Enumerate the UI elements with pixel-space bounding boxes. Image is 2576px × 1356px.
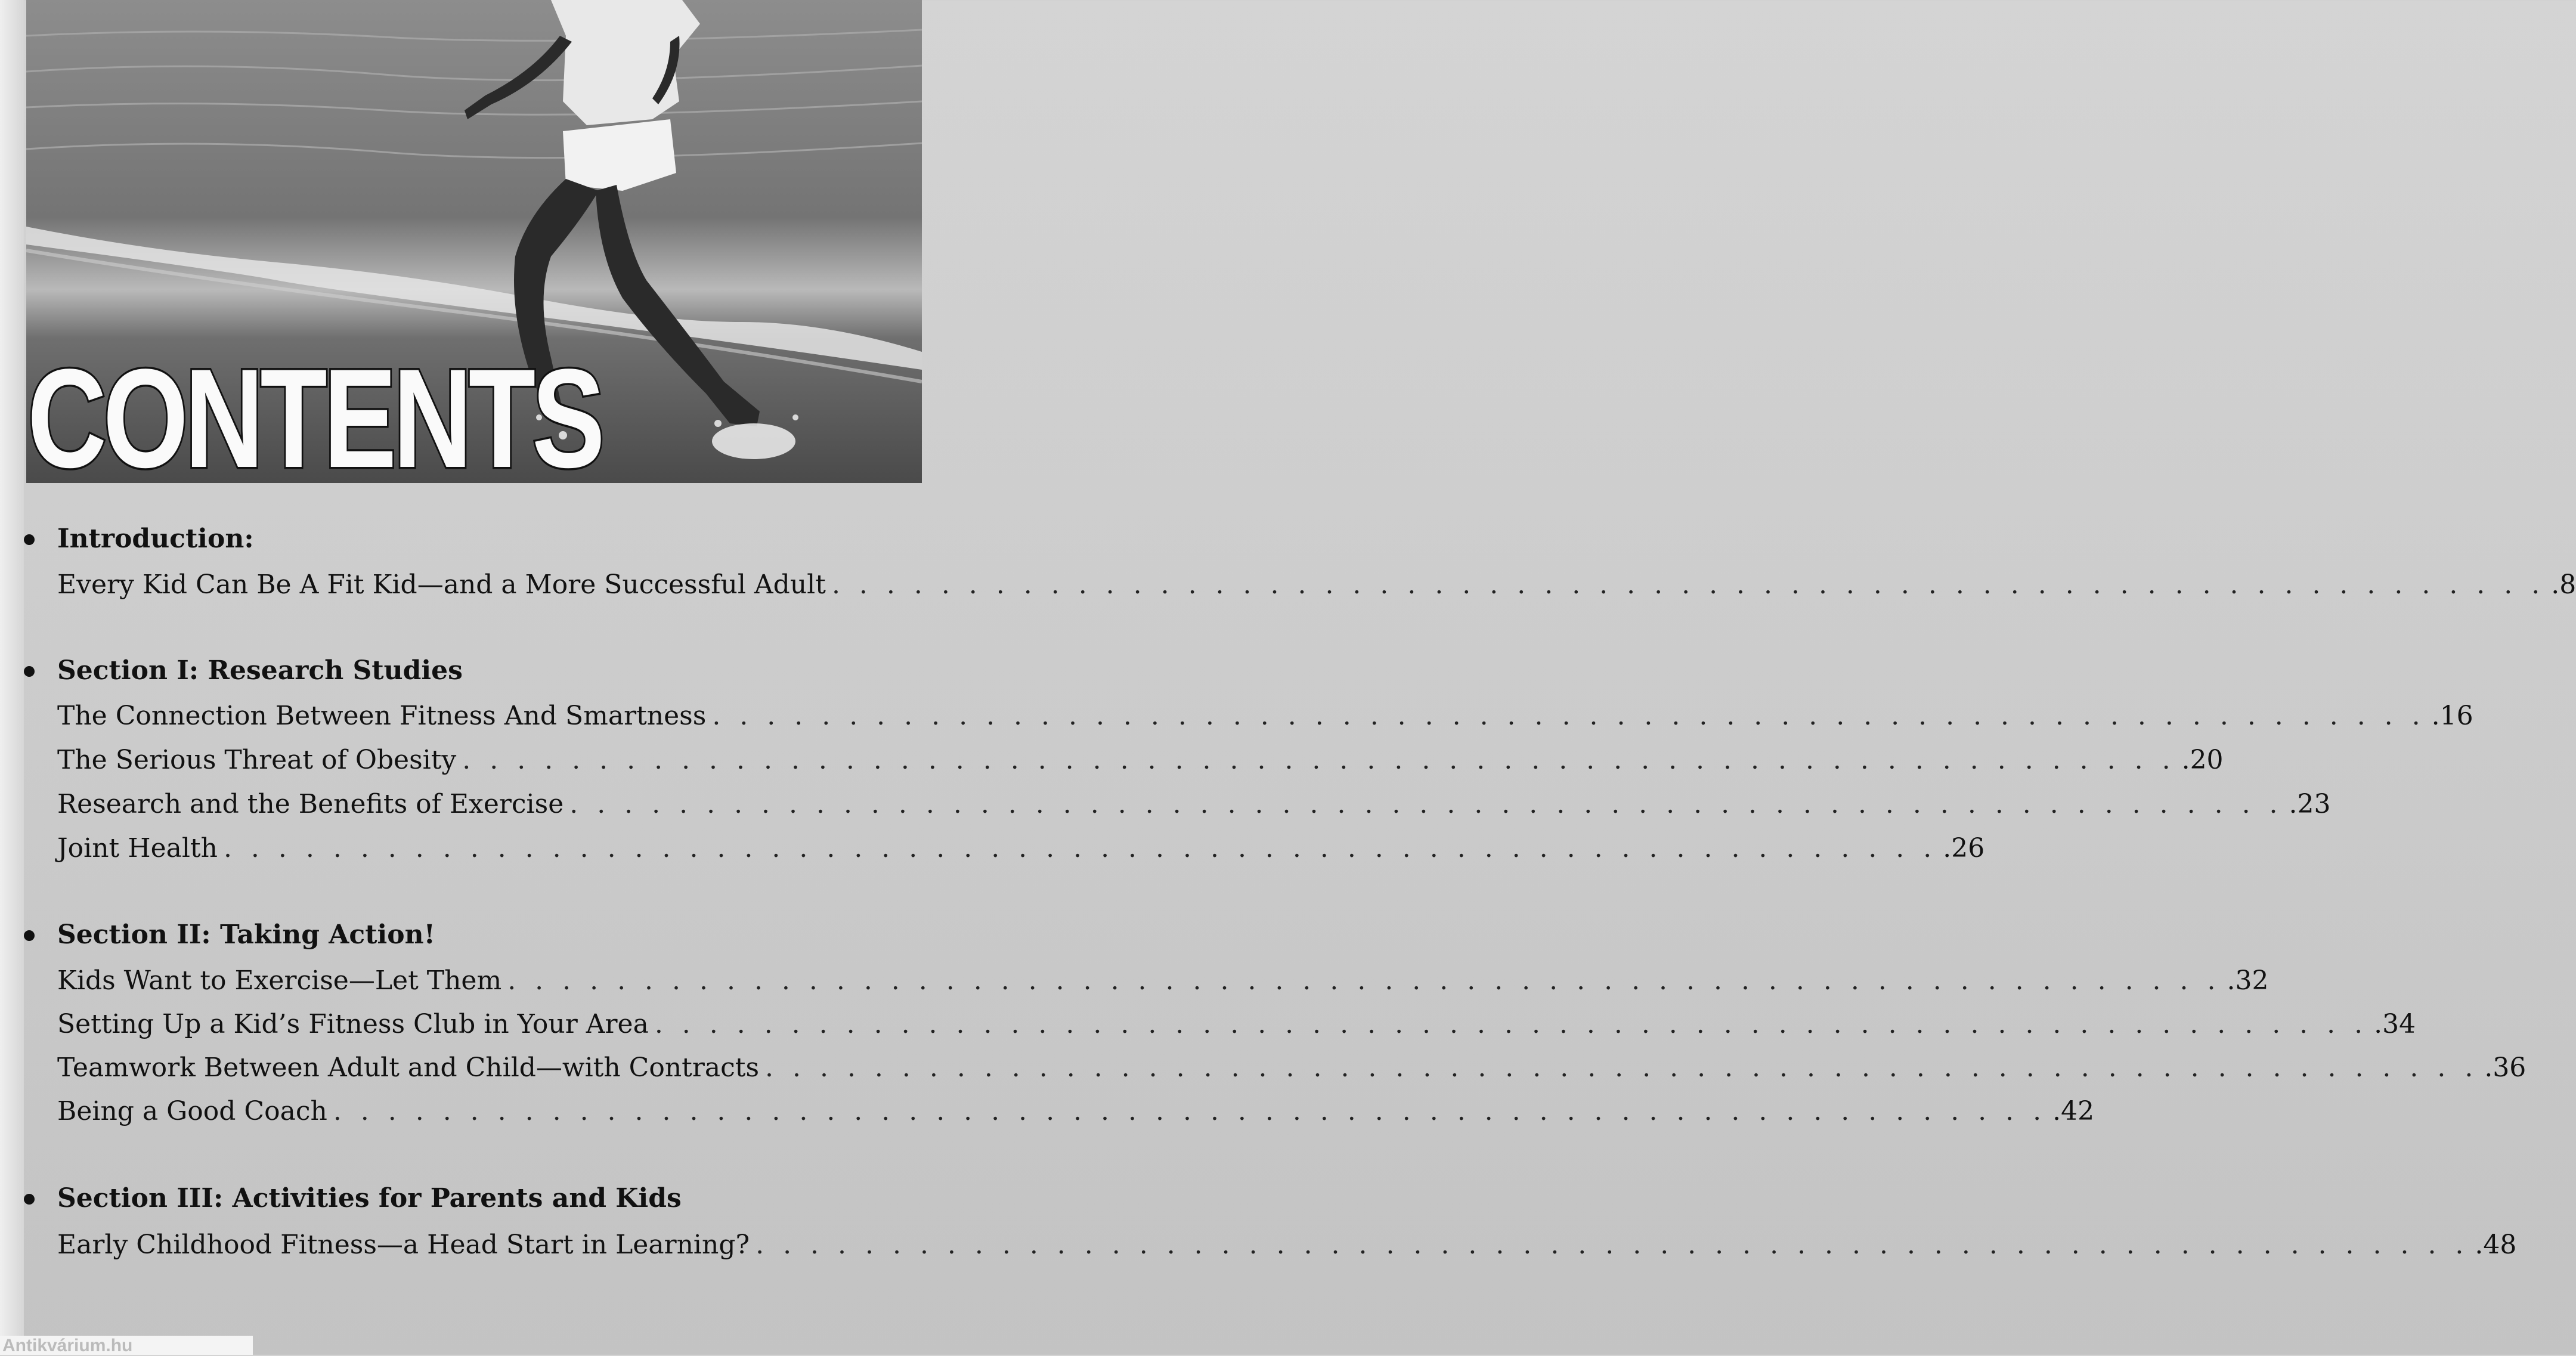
toc-entry-title: Being a Good Coach: [57, 1096, 327, 1126]
toc-entry[interactable]: [57, 1052, 2527, 1086]
toc-entry-title: Every Kid Can Be A Fit Kid—and a More Successful Adult: [57, 569, 826, 600]
dot-leader: . . . . . . . . . . . . . . . . . . . . . . . . . . . . . . . . . . . . . . . . . . . . . . . . . . . . . . . . . . . . . . .: [831, 569, 2546, 600]
toc-entry-page: .34: [2374, 1009, 2416, 1039]
bullet-icon: [24, 534, 35, 545]
dot-leader: . . . . . . . . . . . . . . . . . . . . . . . . . . . . . . . . . . . . . . . . . . . . . . . . . . . . . . . . . . . . . . .: [333, 1096, 2047, 1126]
toc-entry-title: The Serious Threat of Obesity: [57, 745, 457, 775]
toc-entry-page: .8: [2551, 569, 2576, 600]
bullet-icon: [24, 930, 35, 941]
toc-entry[interactable]: [57, 965, 2269, 999]
toc-entry-title: Setting Up a Kid’s Fitness Club in Your Area: [57, 1009, 649, 1039]
contents-title: CONTENTS: [27, 340, 602, 497]
section-heading-introduction: Introduction:: [57, 524, 254, 554]
toc-entry[interactable]: [57, 1230, 2517, 1263]
toc-entry-page: .16: [2431, 701, 2473, 731]
section-heading-activities: Section III: Activities for Parents and Kids: [57, 1183, 682, 1213]
toc-entry-page: .26: [1943, 833, 1985, 863]
page-edge: [0, 0, 24, 1355]
dot-leader: . . . . . . . . . . . . . . . . . . . . . . . . . . . . . . . . . . . . . . . . . . . . . . . . . . . . . . . . . . . . . . .: [223, 833, 1937, 863]
toc-entry[interactable]: [57, 833, 1985, 866]
toc-entry-title: Early Childhood Fitness—a Head Start in Learning?: [57, 1230, 750, 1260]
section-heading-research-studies: Section I: Research Studies: [57, 655, 463, 686]
toc-entry-title: Kids Want to Exercise—Let Them: [57, 965, 502, 996]
watermark: Antikvárium.hu: [0, 1336, 253, 1355]
dot-leader: . . . . . . . . . . . . . . . . . . . . . . . . . . . . . . . . . . . . . . . . . . . . . . . . . . . . . . . . . . . . . . .: [569, 789, 2283, 819]
toc-entry-title: Research and the Benefits of Exercise: [57, 789, 564, 819]
toc-entry[interactable]: [57, 745, 2224, 778]
toc-entry-title: The Connection Between Fitness And Smartness: [57, 701, 707, 731]
dot-leader: . . . . . . . . . . . . . . . . . . . . . . . . . . . . . . . . . . . . . . . . . . . . . . . . . . . . . . . . . . . . . . .: [654, 1009, 2368, 1039]
toc-entry-title: Teamwork Between Adult and Child—with Contracts: [57, 1052, 760, 1083]
dot-leader: . . . . . . . . . . . . . . . . . . . . . . . . . . . . . . . . . . . . . . . . . . . . . . . . . . . . . . . . . . . . . . .: [756, 1230, 2469, 1260]
bullet-icon: [24, 1194, 35, 1205]
toc-entry-title: Joint Health: [57, 833, 218, 863]
toc-entry[interactable]: [57, 701, 2473, 734]
toc-entry-page: .42: [2052, 1096, 2095, 1126]
hero-photo: [26, 0, 922, 497]
dot-leader: . . . . . . . . . . . . . . . . . . . . . . . . . . . . . . . . . . . . . . . . . . . . . . . . . . . . . . . . . . . . . . .: [462, 745, 2176, 775]
toc-entry-page: .32: [2227, 965, 2269, 996]
toc-entry-page: .20: [2181, 745, 2224, 775]
dot-leader: . . . . . . . . . . . . . . . . . . . . . . . . . . . . . . . . . . . . . . . . . . . . . . . . . . . . . . . . . . . . . . .: [765, 1052, 2479, 1083]
bullet-icon: [24, 666, 35, 677]
dot-leader: . . . . . . . . . . . . . . . . . . . . . . . . . . . . . . . . . . . . . . . . . . . . . . . . . . . . . . . . . . . . . . .: [712, 701, 2426, 731]
toc-entry[interactable]: [57, 1096, 2095, 1129]
section-heading-taking-action: Section II: Taking Action!: [57, 920, 435, 950]
toc-entry[interactable]: [57, 789, 2331, 822]
dot-leader: . . . . . . . . . . . . . . . . . . . . . . . . . . . . . . . . . . . . . . . . . . . . . . . . . . . . . . . . . . . . . . .: [507, 965, 2221, 996]
toc-entry-page: .48: [2475, 1230, 2517, 1260]
toc-entry-page: .23: [2289, 789, 2331, 819]
toc-entry[interactable]: [57, 569, 2576, 603]
toc-entry-page: .36: [2484, 1052, 2527, 1083]
toc-entry[interactable]: [57, 1009, 2416, 1042]
